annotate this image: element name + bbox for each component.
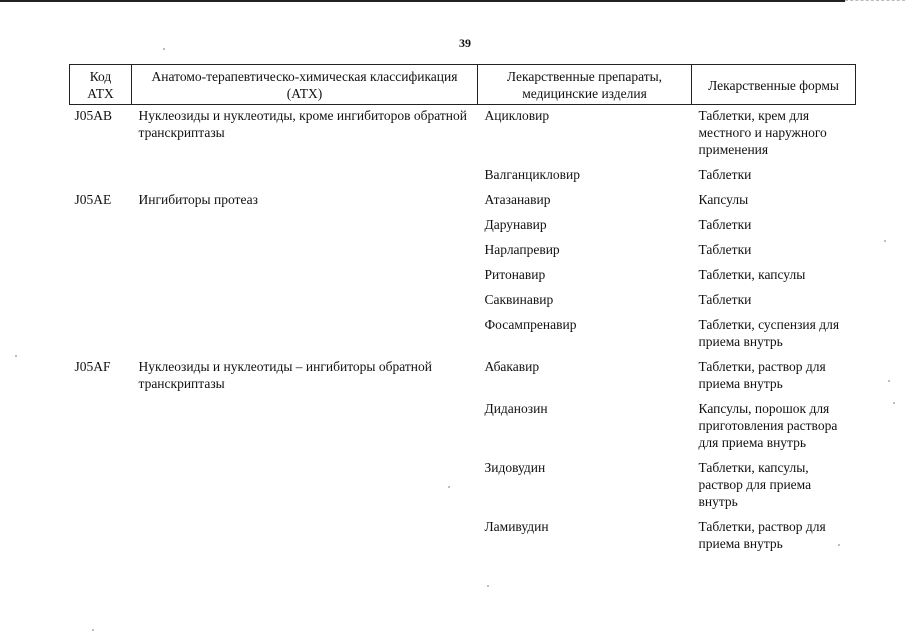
scan-speck — [487, 585, 489, 587]
cell-drug: Зидовудин — [484, 460, 546, 475]
scan-speck — [838, 544, 840, 546]
scan-speck — [92, 629, 94, 631]
header-classification: Анатомо-терапевтическо-химическая классификация (АТХ) — [132, 65, 478, 105]
cell-code — [70, 398, 132, 457]
page-number: 39 — [459, 36, 471, 50]
cell-classification — [132, 398, 478, 457]
table-row — [70, 356, 856, 398]
table-row — [70, 264, 856, 289]
cell-classification — [132, 457, 478, 516]
table-body — [70, 105, 856, 559]
cell-classification — [132, 289, 478, 314]
cell-form: Капсулы — [698, 192, 749, 207]
scan-speck — [448, 486, 450, 488]
cell-form: Таблетки — [698, 242, 752, 257]
cell-drug: Атазанавир — [484, 192, 551, 207]
cell-classification — [132, 516, 478, 558]
cell-drug: Абакавир — [484, 359, 540, 374]
cell-drug: Валганцикловир — [484, 167, 580, 182]
table-row — [70, 516, 856, 558]
cell-classification: Нуклеозиды и нуклеотиды – ингибиторы обратной транскриптазы — [138, 359, 432, 391]
table-row — [70, 189, 856, 214]
cell-form: Таблетки — [698, 292, 752, 307]
atx-table — [69, 64, 856, 558]
table-row — [70, 398, 856, 457]
top-rule-faint — [845, 0, 905, 2]
header-row — [70, 65, 856, 105]
cell-classification — [132, 314, 478, 356]
table-row — [70, 289, 856, 314]
cell-code — [70, 457, 132, 516]
cell-form: Таблетки, капсулы, раствор для приема внутрь — [698, 460, 812, 509]
cell-drug: Нарлапревир — [484, 242, 560, 257]
cell-drug: Саквинавир — [484, 292, 554, 307]
table-row — [70, 105, 856, 165]
table-header — [70, 65, 856, 105]
table-row — [70, 457, 856, 516]
scan-speck — [893, 402, 895, 404]
cell-code — [70, 289, 132, 314]
cell-code — [70, 214, 132, 239]
cell-code — [70, 516, 132, 558]
header-forms: Лекарственные формы — [692, 65, 856, 105]
scan-speck — [884, 240, 886, 242]
cell-form: Капсулы, порошок для приготовления раствора для приема внутрь — [698, 401, 838, 450]
cell-code: J05AE — [74, 192, 112, 207]
scan-speck — [15, 355, 17, 357]
header-drugs: Лекарственные препараты, медицинские изделия — [478, 65, 692, 105]
cell-code: J05AB — [74, 108, 113, 123]
scan-speck — [888, 380, 890, 382]
cell-drug: Фосампренавир — [484, 317, 577, 332]
cell-classification — [132, 164, 478, 189]
cell-form: Таблетки — [698, 167, 752, 182]
cell-drug: Ламивудин — [484, 519, 549, 534]
cell-code — [70, 164, 132, 189]
cell-classification: Ингибиторы протеаз — [138, 192, 258, 207]
table-row — [70, 314, 856, 356]
cell-drug: Ацикловир — [484, 108, 550, 123]
cell-code — [70, 314, 132, 356]
cell-code — [70, 239, 132, 264]
header-code: Код АТХ — [70, 65, 132, 105]
cell-form: Таблетки, крем для местного и наружного применения — [698, 108, 827, 157]
cell-classification — [132, 239, 478, 264]
cell-classification — [132, 214, 478, 239]
cell-form: Таблетки, раствор для приема внутрь — [698, 359, 826, 391]
cell-code: J05AF — [74, 359, 111, 374]
cell-code — [70, 264, 132, 289]
cell-classification — [132, 264, 478, 289]
top-rule — [0, 0, 845, 2]
cell-form: Таблетки, суспензия для приема внутрь — [698, 317, 840, 349]
cell-classification: Нуклеозиды и нуклеотиды, кроме ингибиторов обратной транскриптазы — [138, 108, 468, 140]
scan-speck — [163, 48, 165, 50]
cell-form: Таблетки, раствор для приема внутрь — [698, 519, 826, 551]
cell-drug: Ритонавир — [484, 267, 546, 282]
cell-form: Таблетки — [698, 217, 752, 232]
table-row — [70, 214, 856, 239]
cell-drug: Диданозин — [484, 401, 548, 416]
table-row — [70, 239, 856, 264]
table-row — [70, 164, 856, 189]
cell-drug: Дарунавир — [484, 217, 547, 232]
cell-form: Таблетки, капсулы — [698, 267, 806, 282]
